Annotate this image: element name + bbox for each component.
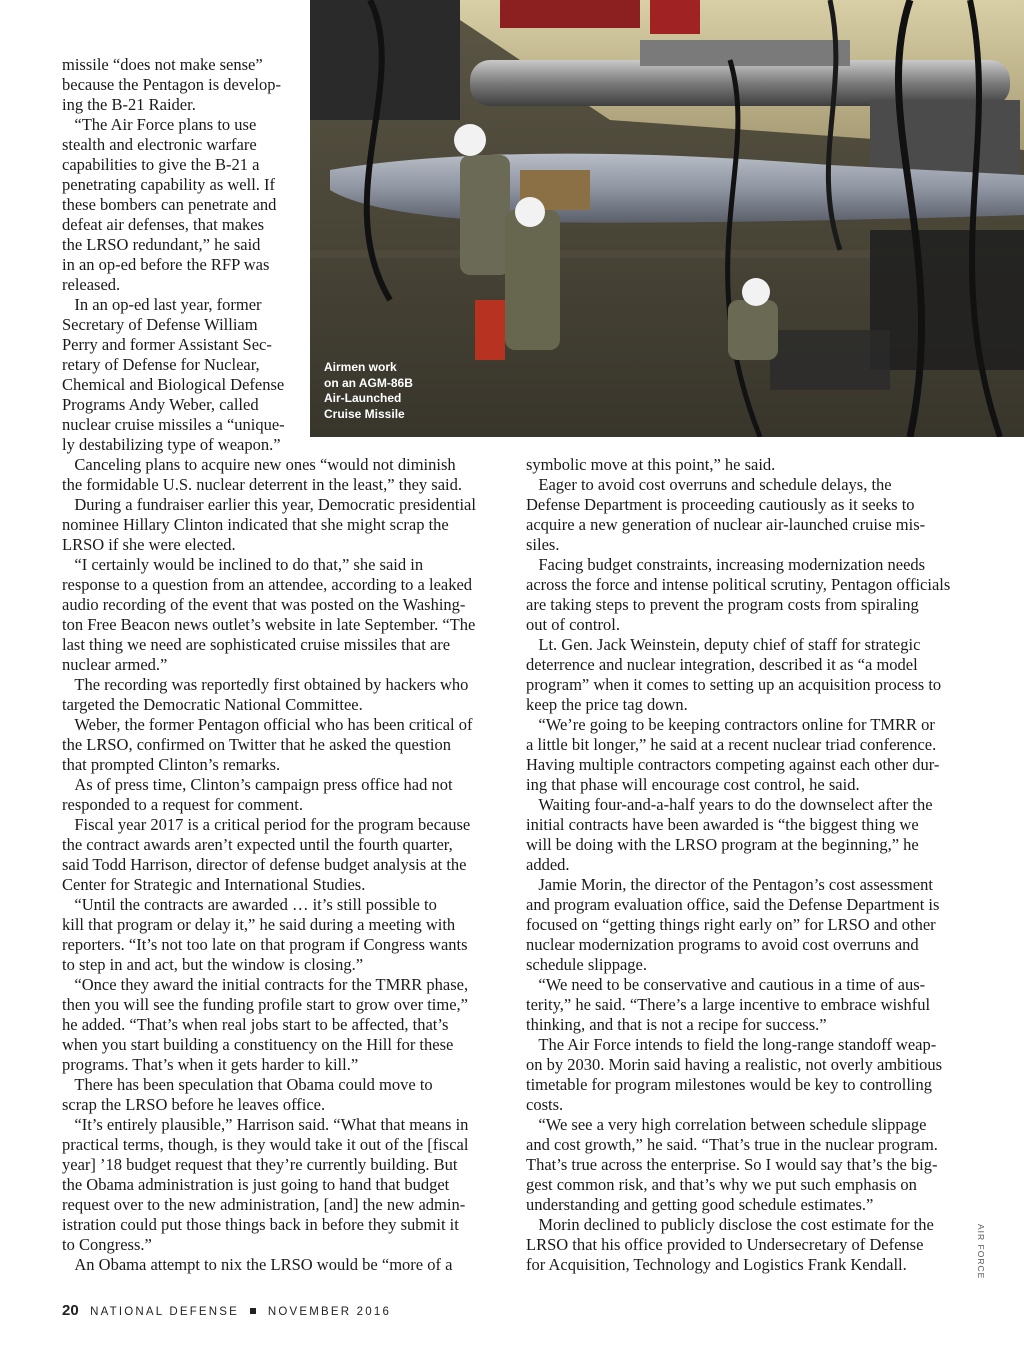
text-line: when you start building a constituency on the Hill for these xyxy=(62,1035,454,1054)
text-line: programs. That’s when it gets harder to kill.” xyxy=(62,1055,359,1074)
text-line: Defense Department is proceeding cautiously as it seeks to xyxy=(526,495,915,514)
text-line: added. xyxy=(526,855,570,874)
column-a xyxy=(62,455,502,1275)
text-line: deterrence and nuclear integration, described it as “a model xyxy=(526,655,918,674)
text-line: costs. xyxy=(526,1095,564,1114)
text-line: “The Air Force plans to use xyxy=(62,115,257,134)
issue-date: NOVEMBER 2016 xyxy=(267,1306,392,1318)
text-line: kill that program or delay it,” he said during a meeting with xyxy=(62,915,456,934)
text-line: symbolic move at this point,” he said. xyxy=(526,455,776,474)
text-line: capabilities to give the B-21 a xyxy=(62,155,260,174)
text-line: timetable for program milestones would be key to controlling xyxy=(526,1075,932,1094)
text-line: “I certainly would be inclined to do that,” she said in xyxy=(62,555,424,574)
text-line: Facing budget constraints, increasing modernization needs xyxy=(526,555,926,574)
text-line: schedule slippage. xyxy=(526,955,647,974)
text-line: targeted the Democratic National Committee. xyxy=(62,695,363,714)
text-line: the formidable U.S. nuclear deterrent in the least,” they said. xyxy=(62,475,462,494)
text-line: “We need to be conservative and cautious in a time of aus- xyxy=(526,975,926,994)
text-line: response to a question from an attendee, according to a leaked xyxy=(62,575,473,594)
text-line: Morin declined to publicly disclose the cost estimate for the xyxy=(526,1215,934,1234)
text-line: The recording was reportedly first obtained by hackers who xyxy=(62,675,469,694)
text-line: ton Free Beacon news outlet’s website in late September. “The xyxy=(62,615,476,634)
text-line: practical terms, though, is they would take it out of the [fiscal xyxy=(62,1135,469,1154)
text-line: “We’re going to be keeping contractors online for TMRR or xyxy=(526,715,935,734)
text-line: As of press time, Clinton’s campaign press office had not xyxy=(62,775,453,794)
text-line: Lt. Gen. Jack Weinstein, deputy chief of staff for strategic xyxy=(526,635,921,654)
text-line: LRSO if she were elected. xyxy=(62,535,236,554)
text-line: nuclear armed.” xyxy=(62,655,168,674)
column-a-top xyxy=(62,55,302,455)
text-line: “It’s entirely plausible,” Harrison said. “What that means in xyxy=(62,1115,469,1134)
text-line: siles. xyxy=(526,535,560,554)
text-line: year] ’18 budget request that they’re currently building. But xyxy=(62,1155,458,1174)
caption-line: Air-Launched xyxy=(324,391,402,405)
article-photo xyxy=(310,0,1024,437)
photo-caption xyxy=(324,360,434,422)
text-line: nominee Hillary Clinton indicated that she might scrap the xyxy=(62,515,449,534)
text-line: audio recording of the event that was posted on the Washing- xyxy=(62,595,466,614)
text-line: to Congress.” xyxy=(62,1235,152,1254)
text-line: and program evaluation office, said the Defense Department is xyxy=(526,895,940,914)
text-line: the LRSO, confirmed on Twitter that he asked the question xyxy=(62,735,451,754)
text-line: “Until the contracts are awarded … it’s still possible to xyxy=(62,895,437,914)
text-line: LRSO that his office provided to Undersecretary of Defense xyxy=(526,1235,924,1254)
text-line: scrap the LRSO before he leaves office. xyxy=(62,1095,326,1114)
text-line: program” when it comes to setting up an acquisition process to xyxy=(526,675,942,694)
text-line: these bombers can penetrate and xyxy=(62,195,277,214)
text-line: reporters. “It’s not too late on that program if Congress wants xyxy=(62,935,468,954)
text-line: initial contracts have been awarded is “the biggest thing we xyxy=(526,815,919,834)
text-line: request over to the new administration, [and] the new admin- xyxy=(62,1195,466,1214)
text-line: istration could put those things back in before they submit it xyxy=(62,1215,459,1234)
text-line: gest common risk, and that’s why we put such emphasis on xyxy=(526,1175,917,1194)
text-line: ing the B-21 Raider. xyxy=(62,95,196,114)
caption-line: Airmen work xyxy=(324,360,397,374)
text-line: said Todd Harrison, director of defense budget analysis at the xyxy=(62,855,467,874)
text-line: then you will see the funding profile start to grow over time,” xyxy=(62,995,468,1014)
separator-square xyxy=(250,1308,256,1314)
caption-line: Cruise Missile xyxy=(324,406,405,421)
text-line: stealth and electronic warfare xyxy=(62,135,257,154)
text-line: released. xyxy=(62,275,121,294)
text-line: across the force and intense political scrutiny, Pentagon officials xyxy=(526,575,951,594)
text-line: because the Pentagon is develop- xyxy=(62,75,282,94)
text-line: responded to a request for comment. xyxy=(62,795,304,814)
text-line: There has been speculation that Obama could move to xyxy=(62,1075,433,1094)
text-line: that prompted Clinton’s remarks. xyxy=(62,755,281,774)
text-line: Weber, the former Pentagon official who has been critical of xyxy=(62,715,473,734)
text-line: he added. “That’s when real jobs start to be affected, that’s xyxy=(62,1015,449,1034)
text-line: to step in and act, but the window is closing.” xyxy=(62,955,364,974)
text-line: acquire a new generation of nuclear air-launched cruise mis- xyxy=(526,515,926,534)
page-footer xyxy=(62,1302,391,1319)
text-line: focused on “getting things right early on” for LRSO and other xyxy=(526,915,936,934)
text-line: and cost growth,” he said. “That’s true in the nuclear program. xyxy=(526,1135,938,1154)
text-line: missile “does not make sense” xyxy=(62,55,263,74)
text-line: Secretary of Defense William xyxy=(62,315,258,334)
text-line: thinking, and that is not a recipe for success.” xyxy=(526,1015,827,1034)
text-line: nuclear modernization programs to avoid cost overruns and xyxy=(526,935,919,954)
text-line: the Obama administration is just going to hand that budget xyxy=(62,1175,450,1194)
text-line: Center for Strategic and International Studies. xyxy=(62,875,366,894)
text-line: the LRSO redundant,” he said xyxy=(62,235,261,254)
text-line: ing that phase will encourage cost control, he said. xyxy=(526,775,860,794)
text-line: In an op-ed last year, former xyxy=(62,295,262,314)
text-line: will be doing with the LRSO program at the beginning,” he xyxy=(526,835,919,854)
text-line: An Obama attempt to nix the LRSO would be “more of a xyxy=(62,1255,453,1274)
text-line: Waiting four-and-a-half years to do the downselect after the xyxy=(526,795,933,814)
text-line: a little bit longer,” he said at a recent nuclear triad conference. xyxy=(526,735,937,754)
text-line: defeat air defenses, that makes xyxy=(62,215,265,234)
text-line: During a fundraiser earlier this year, Democratic presidential xyxy=(62,495,476,514)
text-line: nuclear cruise missiles a “unique- xyxy=(62,415,285,434)
text-line: terity,” he said. “There’s a large incentive to embrace wishful xyxy=(526,995,931,1014)
page-number: 20 xyxy=(62,1302,79,1319)
text-line: Chemical and Biological Defense xyxy=(62,375,285,394)
text-line: on by 2030. Morin said having a realistic, not overly ambitious xyxy=(526,1055,943,1074)
text-line: last thing we need are sophisticated cruise missiles that are xyxy=(62,635,451,654)
text-line: Jamie Morin, the director of the Pentagon’s cost assessment xyxy=(526,875,933,894)
text-line: Programs Andy Weber, called xyxy=(62,395,259,414)
text-line: understanding and getting good schedule estimates.” xyxy=(526,1195,874,1214)
text-line: “We see a very high correlation between schedule slippage xyxy=(526,1115,927,1134)
text-line: “Once they award the initial contracts for the TMRR phase, xyxy=(62,975,469,994)
text-line: the contract awards aren’t expected until the fourth quarter, xyxy=(62,835,453,854)
text-line: in an op-ed before the RFP was xyxy=(62,255,270,274)
text-line: out of control. xyxy=(526,615,620,634)
text-line: retary of Defense for Nuclear, xyxy=(62,355,260,374)
column-b xyxy=(526,455,966,1275)
text-line: keep the price tag down. xyxy=(526,695,688,714)
publication-name: NATIONAL DEFENSE xyxy=(90,1306,240,1318)
text-line: Having multiple contractors competing against each other dur- xyxy=(526,755,940,774)
text-line: Canceling plans to acquire new ones “would not diminish xyxy=(62,455,456,474)
text-line: penetrating capability as well. If xyxy=(62,175,276,194)
text-line: ly destabilizing type of weapon.” xyxy=(62,435,281,454)
caption-line: on an AGM-86B xyxy=(324,375,413,390)
text-line: Perry and former Assistant Sec- xyxy=(62,335,272,354)
text-line: for Acquisition, Technology and Logistics Frank Kendall. xyxy=(526,1255,907,1274)
text-line: are taking steps to prevent the program costs from spiraling xyxy=(526,595,919,614)
text-line: The Air Force intends to field the long-range standoff weap- xyxy=(526,1035,937,1054)
photo-credit-text: AIR FORCE xyxy=(976,1224,986,1280)
text-line: That’s true across the enterprise. So I would say that’s the big- xyxy=(526,1155,938,1174)
text-line: Fiscal year 2017 is a critical period for the program because xyxy=(62,815,471,834)
photo-credit xyxy=(976,1224,1020,1280)
text-line: Eager to avoid cost overruns and schedule delays, the xyxy=(526,475,892,494)
